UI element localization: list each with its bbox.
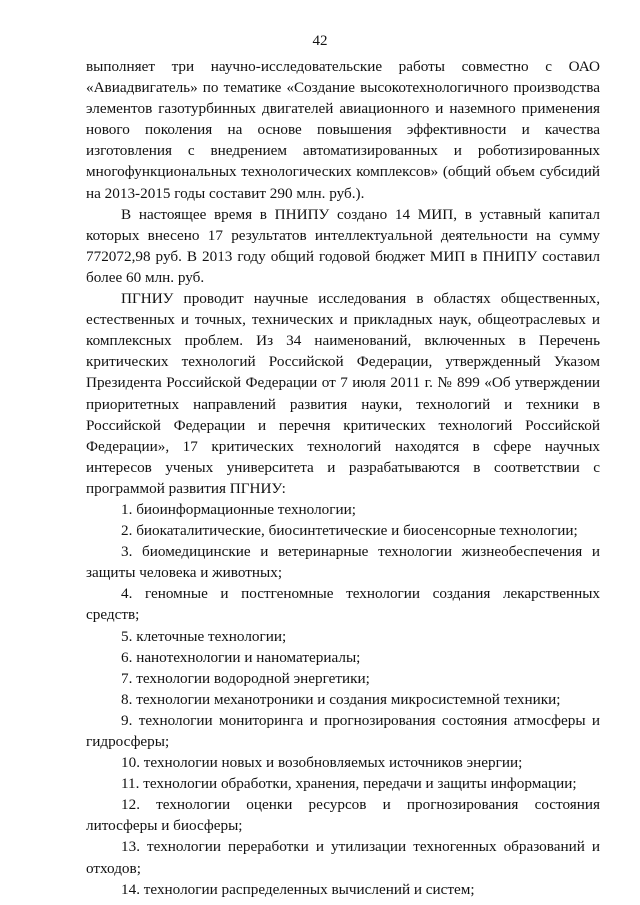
list-item: 5. клеточные технологии; xyxy=(121,627,287,645)
list-item: 13. технологии переработки и утилизации техногенных образований и отходов; xyxy=(86,838,600,877)
list-item: 6. нанотехнологии и наноматериалы; xyxy=(121,648,361,666)
list-item: 4. геномные и постгеномные технологии создания лекарственных средств; xyxy=(86,585,600,624)
list-item: 2. биокаталитические, биосинтетические и биосенсорные технологии; xyxy=(121,522,578,540)
paragraph-continuation: выполняет три научно-исследовательские работы совместно с ОАО «Авиадвигатель» по тематике «Создание высокотехнологичного производства элементов газотурбинных двигателей авиационного и наземного применения нового поколения на основе повышения эффективности и качества изготовления с внедрением автоматизированных и роботизированных многофункциональных технологических комплексов» (общий объем субсидий на 2013-2015 годы составит 290 млн. руб.). xyxy=(86,58,600,202)
list-item: 1. биоинформационные технологии; xyxy=(121,500,356,518)
critical-technologies-list xyxy=(86,499,600,900)
list-item: 7. технологии водородной энергетики; xyxy=(121,669,370,687)
page-number: 42 xyxy=(312,33,328,49)
list-item: 11. технологии обработки, хранения, передачи и защиты информации; xyxy=(121,775,577,793)
list-item: 12. технологии оценки ресурсов и прогнозирования состояния литосферы и биосферы; xyxy=(86,796,600,835)
list-item: 10. технологии новых и возобновляемых источников энергии; xyxy=(121,754,523,772)
list-item: 8. технологии механотроники и создания микросистемной техники; xyxy=(121,690,561,708)
paragraph-mip: В настоящее время в ПНИПУ создано 14 МИП, в уставный капитал которых внесено 17 результатов интеллектуальной деятельности на сумму 772072,98 руб. В 2013 году общий годовой бюджет МИП в ПНИПУ составил более 60 млн. руб. xyxy=(86,205,600,286)
list-item: 3. биомедицинские и ветеринарные технологии жизнеобеспечения и защиты человека и животных; xyxy=(86,543,600,582)
document-body xyxy=(86,56,600,900)
list-item: 14. технологии распределенных вычислений и систем; xyxy=(121,880,475,898)
list-item: 9. технологии мониторинга и прогнозирования состояния атмосферы и гидросферы; xyxy=(86,711,600,750)
paragraph-pgniu: ПГНИУ проводит научные исследования в областях общественных, естественных и точных, технических и прикладных наук, общеотраслевых и комплексных проблем. Из 34 наименований, включенных в Перечень критических технологий Российской Федерации, утвержденный Указом Президента Российской Федерации от 7 июля 2011 г. № 899 «Об утверждении приоритетных направлений развития науки, технологий и техники в Российской Федерации и перечня критических технологий Российской Федерации», 17 критических технологий находятся в сфере научных интересов ученых университета и разрабатываются в соответствии с программой развития ПГНИУ: xyxy=(86,290,600,497)
